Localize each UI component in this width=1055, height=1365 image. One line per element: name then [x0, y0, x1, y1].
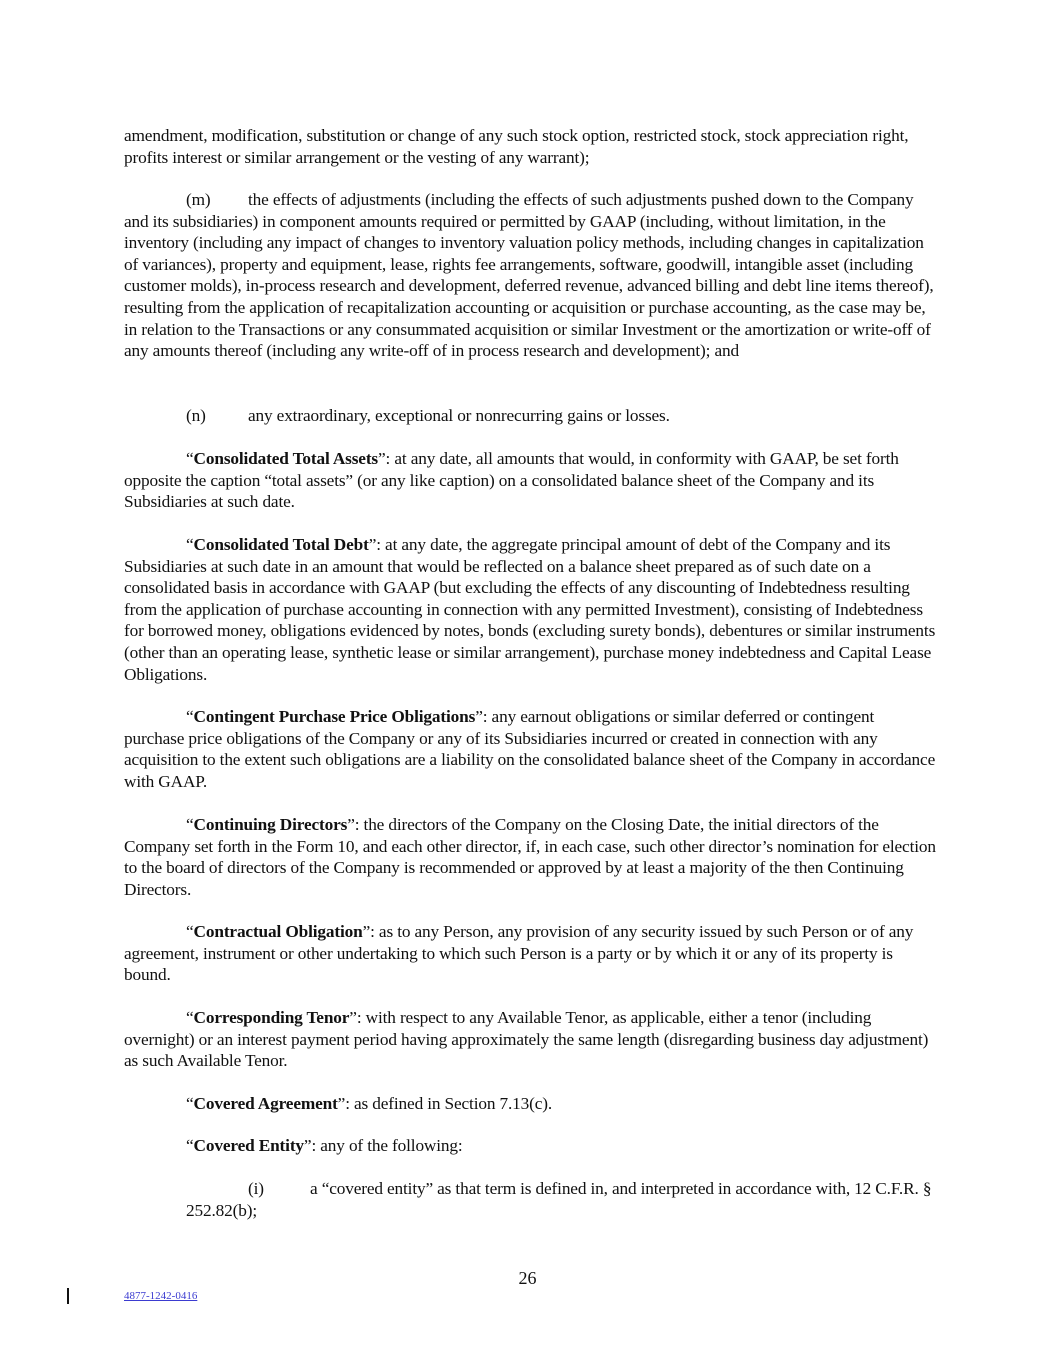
- definition-contractual-obligation: [124, 921, 936, 986]
- definition-text: : as defined in Section 7.13(c).: [345, 1094, 553, 1113]
- close-quote: ”: [349, 1008, 357, 1027]
- close-quote: ”: [303, 1136, 312, 1155]
- definition-covered-agreement: [124, 1093, 936, 1115]
- close-quote: ”: [368, 535, 377, 554]
- defined-term: Corresponding Tenor: [193, 1008, 350, 1027]
- open-quote: “: [186, 535, 194, 554]
- document-id-link[interactable]: 4877-1242-0416: [124, 1290, 198, 1302]
- clause-label: (n): [186, 406, 206, 425]
- definition-text: : at any date, the aggregate principal amount of debt of the Company and its Subsidiaries at such date in an amount that would be reflected on a balance sheet prepared as of such date on a consolidated basis in accordance with GAAP (but excluding the effects of any discounting of Indebtedness resulting from the application of purchase accounting in connection with any permitted Investment), consisting of Indebtedness for borrowed money, obligations evidenced by notes, bonds (excluding surety bonds), debentures or similar instruments (other than an operating lease, synthetic lease or similar arrangement), purchase money indebtedness and Capital Lease Obligations.: [124, 535, 936, 684]
- open-quote: “: [186, 922, 194, 941]
- page-number: 26: [518, 1268, 537, 1288]
- definition-consolidated-total-assets: [124, 448, 936, 513]
- open-quote: “: [186, 707, 194, 726]
- clause-text: the effects of adjustments (including the effects of such adjustments pushed down to the Company and its subsidiaries) in component amounts required or permitted by GAAP (including, without limitation, in the inventory (including any impact of changes to inventory valuation policy methods, including changes in capitalization of variances), property and equipment, lease, rights fee arrangements, software, goodwill, intangible asset (including customer molds), in-process research and development, deferred revenue, advanced billing and debt line items thereof), resulting from the application of recapitalization accounting or acquisition or purchase accounting, as the case may be, in relation to the Transactions or any consummated acquisition or similar Investment or the amortization or write-off of any amounts thereof (including any write-off of in process research and development); and: [124, 190, 934, 361]
- defined-term: Contractual Obligation: [193, 922, 363, 941]
- clause-text: a “covered entity” as that term is defined in, and interpreted in accordance with, 12 C.F.R. § 252.82(b);: [186, 1179, 932, 1220]
- continuation-paragraph: amendment, modification, substitution or change of any such stock option, restricted stock, stock appreciation right, profits interest or similar arrangement or the vesting of any warrant);: [124, 126, 909, 167]
- definition-text: : any of the following:: [311, 1136, 463, 1155]
- defined-term: Consolidated Total Debt: [193, 535, 369, 554]
- close-quote: ”: [347, 815, 355, 834]
- open-quote: “: [186, 815, 194, 834]
- definition-text: : at any date, all amounts that would, in conformity with GAAP, be set forth opposite the caption “total assets” (or any like caption) on a consolidated balance sheet of the Company and its Subsidiaries at such date.: [124, 449, 899, 512]
- open-quote: “: [186, 1094, 194, 1113]
- defined-term: Contingent Purchase Price Obligations: [193, 707, 476, 726]
- definition-text: : any earnout obligations or similar deferred or contingent purchase price obligations of the Company or any of its Subsidiaries incurred or created in connection with any acquisition to the extent such obligations are a liability on the consolidated balance sheet of the Company in accordance with GAAP.: [124, 707, 936, 791]
- change-bar: [67, 1288, 69, 1304]
- close-quote: ”: [475, 707, 483, 726]
- definition-continuing-directors: [124, 814, 936, 900]
- clause-text: any extraordinary, exceptional or nonrecurring gains or losses.: [248, 406, 670, 425]
- definition-consolidated-total-debt: [124, 534, 936, 685]
- close-quote: ”: [337, 1094, 346, 1113]
- clause-i: [186, 1178, 936, 1221]
- definition-covered-entity: [124, 1135, 936, 1157]
- defined-term: Covered Entity: [193, 1136, 304, 1155]
- defined-term: Covered Agreement: [193, 1094, 338, 1113]
- clause-n: [124, 405, 936, 427]
- definition-text: : the directors of the Company on the Closing Date, the initial directors of the Company set forth in the Form 10, and each other director, if, in each case, such other director’s nomination for election to the board of directors of the Company is recommended or approved by at least a majority of the then Continuing Directors.: [124, 815, 936, 899]
- close-quote: ”: [362, 922, 371, 941]
- definition-text: : with respect to any Available Tenor, as applicable, either a tenor (including overnight) or an interest payment period having approximately the same length (disregarding business day adjustment) as such Available Tenor.: [124, 1008, 929, 1071]
- clause-m: [124, 189, 936, 362]
- defined-term: Consolidated Total Assets: [193, 449, 379, 468]
- open-quote: “: [186, 1136, 194, 1155]
- defined-term: Continuing Directors: [193, 815, 348, 834]
- definition-contingent-purchase-price-obligations: [124, 706, 936, 792]
- open-quote: “: [186, 1008, 194, 1027]
- clause-label: (m): [186, 190, 211, 209]
- definition-text: : as to any Person, any provision of any security issued by such Person or of any agreement, instrument or other undertaking to which such Person is a party or by which it or any of its property is bound.: [124, 922, 914, 985]
- definition-corresponding-tenor: [124, 1007, 936, 1072]
- close-quote: ”: [378, 449, 386, 468]
- open-quote: “: [186, 449, 194, 468]
- clause-label: (i): [248, 1179, 264, 1198]
